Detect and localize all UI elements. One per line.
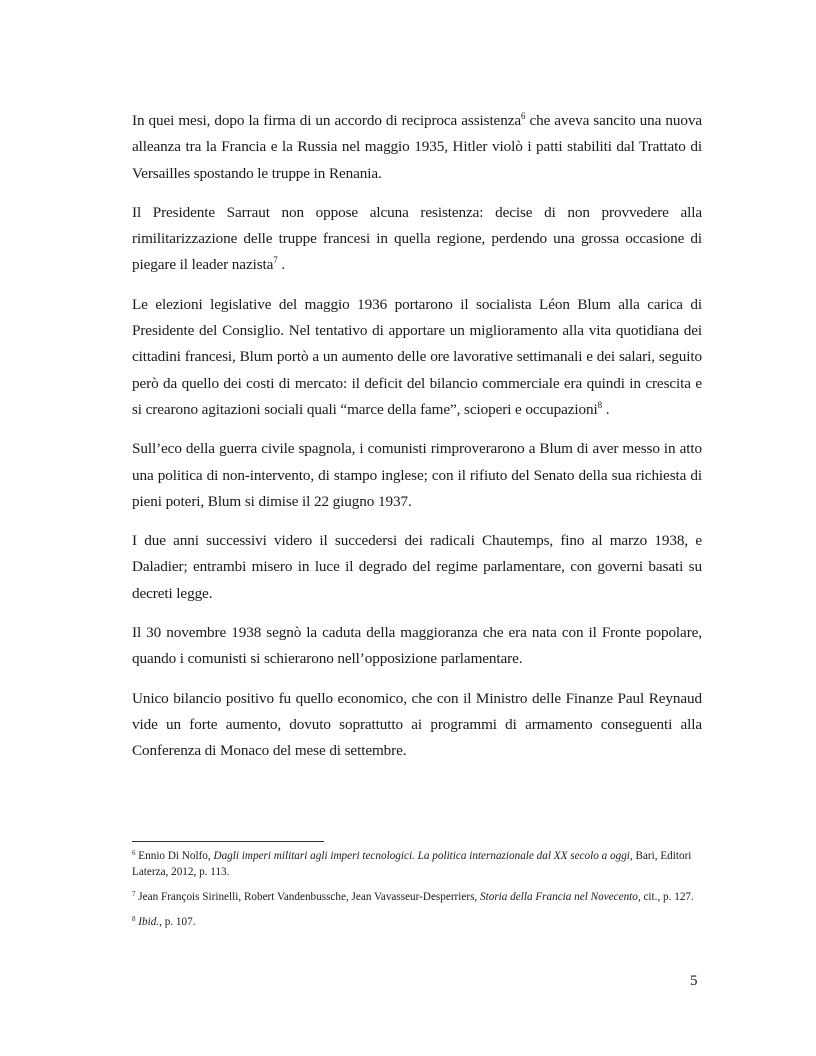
- page-number: 5: [690, 973, 698, 989]
- footnote-7: $^7$ Jean François Sirinelli, Robert Vandenbussche, Jean Vavasseur-Desperriers, Storia della Francia nel Novecento, cit., p. 127.: [132, 890, 694, 903]
- footnotes: [132, 848, 702, 939]
- paragraph-1: In quei mesi, dopo la firma di un accordo di reciproca assistenza$^6$ che aveva sancito una nuova alleanza tra la Francia e la Russia nel maggio 1935, Hitler violò i patti stabiliti dal Trattato di Versailles spostando le truppe in Renania.: [132, 111, 702, 182]
- footnote-ref-8: 8: [597, 399, 603, 410]
- footnote-ref-7: 7: [273, 255, 278, 266]
- footnote-8: $^8$ Ibid., p. 107.: [132, 915, 196, 928]
- footnote-separator: [132, 841, 324, 842]
- paragraph-3: Le elezioni legislative del maggio 1936 portarono il socialista Léon Blum alla carica di Presidente del Consiglio. Nel tentativo di apportare un miglioramento alla vita quotidiana dei cittadini francesi, Blum portò a un aumento delle ore lavorative settimanali e dei salari, seguito però da quello dei costi di mercato: il deficit del bilancio commerciale era quindi in crescita e si crearono agitazioni sociali quali “marce della fame”, scioperi e occupazioni$^8$ .: [132, 295, 702, 418]
- footnote-6: $^6$ Ennio Di Nolfo, Dagli imperi militari agli imperi tecnologici. La politica internazionale dal XX secolo a oggi, Bari, Editori Laterza, 2012, p. 113.: [132, 849, 692, 878]
- paragraph-6: Il 30 novembre 1938 segnò la caduta della maggioranza che era nata con il Fronte popolare, quando i comunisti si schierarono nell’opposizione parlamentare.: [132, 624, 702, 668]
- footnote-title: Storia della Francia nel Novecento: [480, 891, 638, 903]
- footnote-title: Ibid.: [138, 916, 160, 928]
- paragraph-5: I due anni successivi videro il succedersi dei radicali Chautemps, fino al marzo 1938, e Daladier; entrambi misero in luce il degrado del regime parlamentare, con governi basati su decreti legge.: [132, 532, 702, 602]
- paragraph-4: Sull’eco della guerra civile spagnola, i comunisti rimproverarono a Blum di aver messo in atto una politica di non-intervento, di stampo inglese; con il rifiuto del Senato della sua richiesta di pieni poteri, Blum si dimise il 22 giugno 1937.: [132, 440, 702, 510]
- paragraph-7: Unico bilancio positivo fu quello economico, che con il Ministro delle Finanze Paul Reynaud vide un forte aumento, dovuto soprattutto ai programmi di armamento conseguenti alla Conferenza di Monaco del mese di settembre.: [132, 689, 702, 760]
- footnote-ref-6: 6: [520, 111, 526, 121]
- footnote-title: Dagli imperi militari agli imperi tecnologici. La politica internazionale dal XX secolo a oggi: [213, 850, 630, 862]
- body-text: [132, 108, 702, 778]
- paragraph-2: Il Presidente Sarraut non oppose alcuna resistenza: decise di non provvedere alla rimilitarizzazione delle truppe francesi in quella regione, perdendo una grossa occasione di piegare il leader nazista$^7$ .: [132, 203, 702, 274]
